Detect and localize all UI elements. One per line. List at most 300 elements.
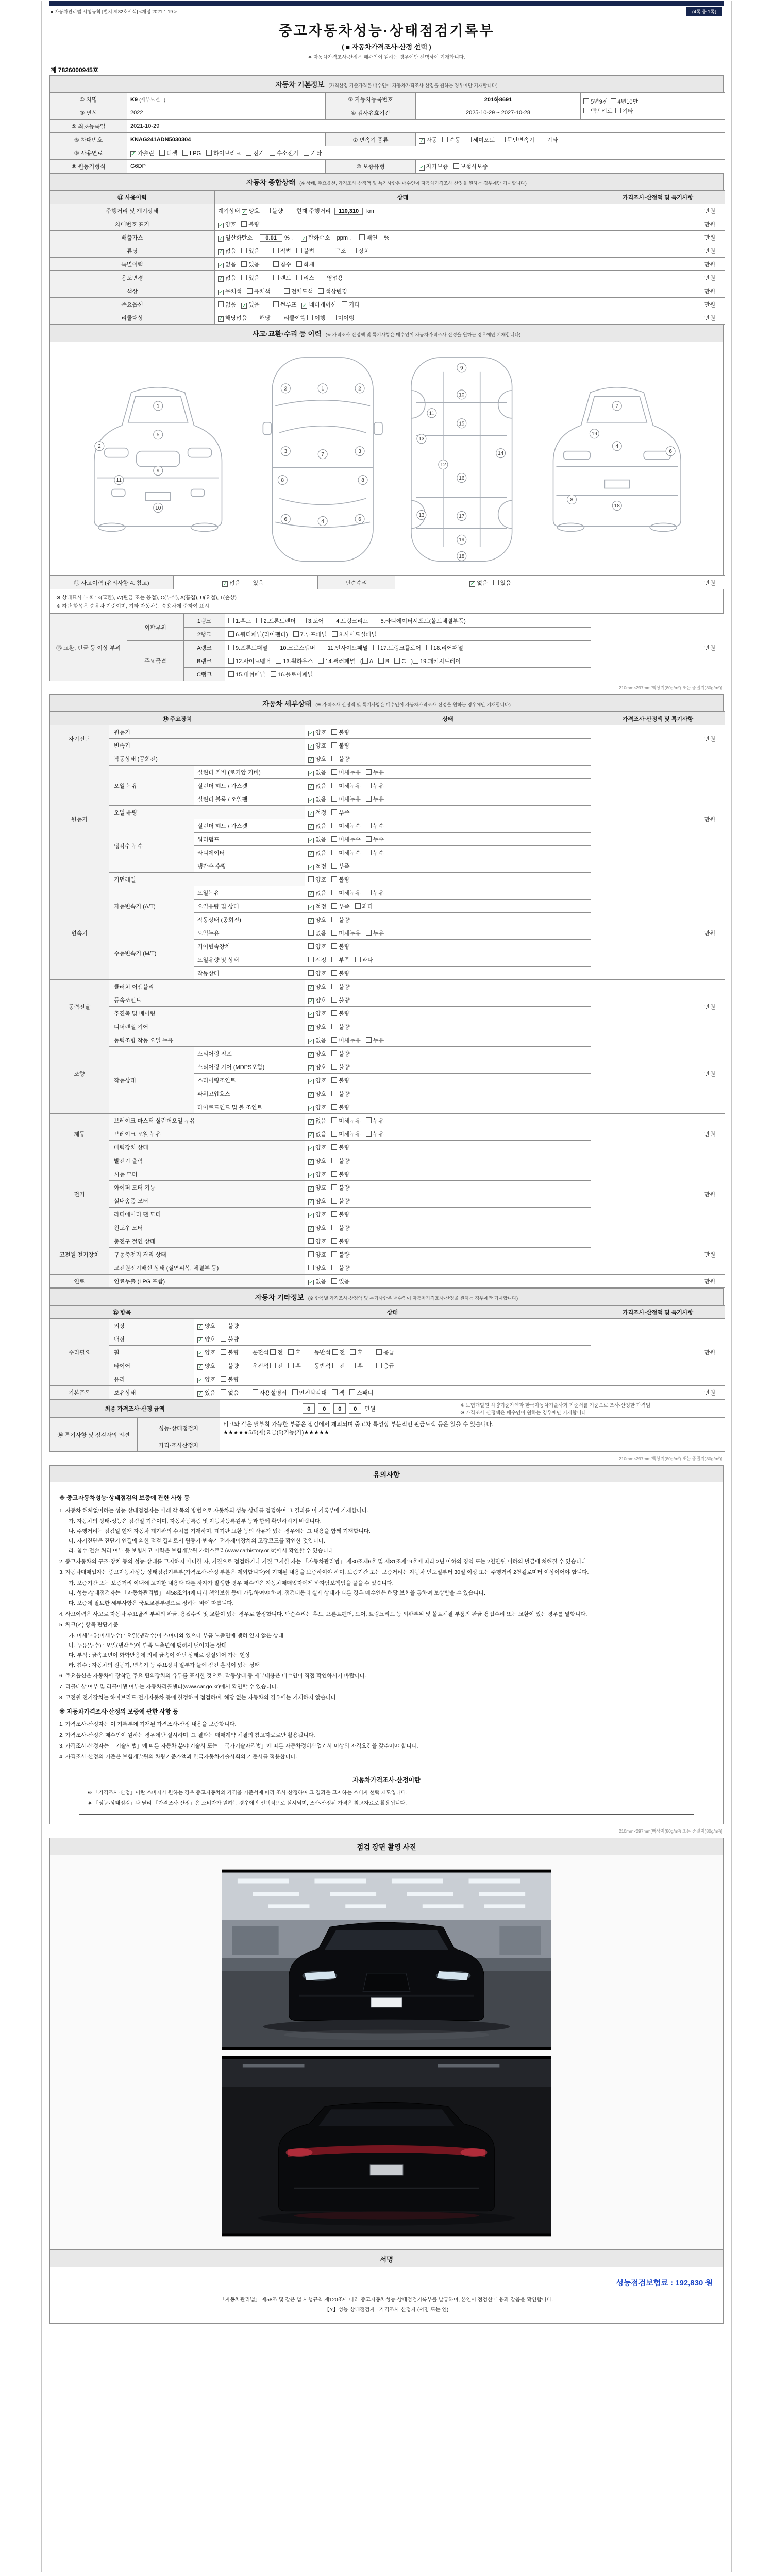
checkbox-box: ✓: [309, 824, 313, 830]
checkbox-침수[interactable]: [273, 260, 291, 268]
checkbox-9.프론트패널[interactable]: [228, 643, 267, 652]
checkbox-label: 불량: [339, 1238, 350, 1245]
checkbox-불량[interactable]: [331, 996, 349, 1004]
checkbox-불량[interactable]: [221, 1348, 239, 1357]
checkbox-해당없음[interactable]: [218, 314, 247, 322]
text: 작동상태 (공회전): [114, 756, 158, 762]
text: 만원: [704, 208, 715, 214]
checkbox-label: 후: [295, 1349, 301, 1356]
checkbox-양호[interactable]: [308, 1250, 326, 1259]
inspection-photo-rear: [222, 2056, 551, 2237]
checkbox-이행[interactable]: [307, 314, 325, 322]
checkbox-2.프론트펜더[interactable]: [256, 617, 295, 625]
cell: [305, 819, 591, 833]
checkbox-box: [328, 248, 333, 253]
checkbox-누유[interactable]: [366, 1036, 384, 1044]
checkbox-없음[interactable]: [308, 1036, 326, 1044]
checkbox-11.인사이드패널[interactable]: [321, 643, 368, 652]
checkbox-있음[interactable]: [331, 1277, 349, 1285]
cell: [109, 1332, 194, 1346]
checkbox-없음[interactable]: [308, 768, 326, 776]
checkbox-일산화탄소[interactable]: [218, 233, 253, 242]
text: 시동 모터: [114, 1171, 138, 1178]
checkbox-4년10만[interactable]: [611, 97, 638, 106]
checkbox-불량[interactable]: [331, 1076, 349, 1084]
checkbox-있음[interactable]: [241, 300, 259, 309]
paper-spec: 210mm×297mm[백상지(80g/m²) 또는 중질지(80g/m²)]: [618, 685, 722, 691]
checkbox-없음[interactable]: [308, 795, 326, 803]
cell: [305, 1033, 591, 1047]
svg-text:13: 13: [418, 436, 425, 443]
checkbox-없음[interactable]: [308, 1277, 326, 1285]
checkbox-누유[interactable]: [366, 929, 384, 937]
checkbox-label: 없음: [315, 823, 327, 829]
cell: [220, 1418, 725, 1438]
checkbox-렌트[interactable]: [273, 274, 291, 282]
svg-text:6: 6: [284, 516, 288, 522]
checkbox-box: ✓: [219, 262, 223, 268]
cell: [50, 1306, 194, 1319]
section-remarks: [49, 1418, 724, 1452]
cell: [225, 668, 591, 681]
checkbox-불량[interactable]: [221, 1375, 239, 1383]
checkbox-양호[interactable]: [308, 1170, 326, 1178]
checkbox-과다[interactable]: [355, 956, 373, 964]
cell: [326, 133, 416, 146]
checkbox-적정[interactable]: [308, 902, 326, 910]
checkbox-C[interactable]: [394, 658, 406, 665]
checkbox-양호[interactable]: [308, 969, 326, 977]
checkbox-스패너[interactable]: [349, 1388, 373, 1397]
checkbox-불량[interactable]: [221, 1362, 239, 1370]
checkbox-box: [296, 248, 302, 253]
text: ppm ,: [335, 234, 351, 241]
panel-number-4: [612, 442, 621, 451]
checkbox-불량[interactable]: [331, 875, 349, 884]
checkbox-label: 부족: [339, 903, 350, 910]
cell: [194, 779, 305, 792]
checkbox-누유[interactable]: [366, 889, 384, 897]
checkbox-8.사이드실패널[interactable]: [332, 630, 377, 638]
cell: [591, 298, 725, 311]
checkbox-19.패키지트레이[interactable]: [413, 657, 461, 665]
checkbox-불량[interactable]: [331, 942, 349, 951]
checkbox-4.트렁크리드[interactable]: [329, 617, 368, 625]
signature-footer-line1: 「자동차관리법」 제58조 및 같은 법 시행규칙 제120조에 따라 중고자동차성능·상태점검기록부를 발급하며, 본인이 점검한 내용과 같음을 확인합니다.: [220, 2297, 553, 2303]
text: ⑫ 사고이력 (유의사항 4. 참고): [74, 580, 149, 586]
checkbox-없음[interactable]: [218, 260, 236, 268]
checkbox-box: [329, 618, 334, 623]
checkbox-양호[interactable]: [308, 1210, 326, 1218]
checkbox-없음[interactable]: [308, 822, 326, 830]
checkbox-1.후드[interactable]: [228, 617, 251, 625]
checkbox-부족[interactable]: [331, 902, 349, 910]
checkbox-불량[interactable]: [331, 1157, 349, 1165]
cell: [416, 160, 725, 173]
checkbox-불량[interactable]: [331, 1210, 349, 1218]
checkbox-없음[interactable]: [308, 849, 326, 857]
checkbox-불량[interactable]: [331, 1264, 349, 1272]
checkbox-전체도색[interactable]: [284, 287, 313, 295]
checkbox-불량[interactable]: [331, 1090, 349, 1098]
checkbox-불량[interactable]: [331, 1009, 349, 1018]
checkbox-기타[interactable]: [540, 135, 558, 144]
notice-item: 1. 자동차 해체없이하는 성능·상태점검자는 아래 각 목의 방법으로 자동차의 성능·상태를 점검하여 그 결과를 이 기록부에 기재합니다.: [59, 1507, 369, 1514]
checkbox-없음[interactable]: [218, 300, 236, 309]
section-accident-history: [49, 325, 724, 681]
checkbox-수소전기[interactable]: [270, 149, 299, 157]
panel-number-6: [666, 447, 675, 456]
checkbox-불량[interactable]: [331, 728, 349, 736]
checkbox-안전삼각대[interactable]: [292, 1388, 327, 1397]
checkbox-양호[interactable]: [308, 1090, 326, 1098]
section-title-text: 자동차 종합상태: [246, 179, 296, 187]
checkbox-적정[interactable]: [308, 808, 326, 817]
checkbox-있음[interactable]: [246, 579, 264, 587]
checkbox-18.리어패널[interactable]: [426, 643, 463, 652]
checkbox-누유[interactable]: [366, 795, 384, 803]
checkbox-불량[interactable]: [331, 1143, 349, 1151]
checkbox-양호[interactable]: [197, 1348, 215, 1357]
checkbox-무단변속기[interactable]: [500, 135, 534, 144]
checkbox-10.크로스멤버[interactable]: [273, 643, 315, 652]
text: 커먼레일: [114, 876, 136, 883]
checkbox-없음[interactable]: [308, 929, 326, 937]
checkbox-양호[interactable]: [308, 1143, 326, 1151]
checkbox-5.라디에이터서포트(볼트체결부품)[interactable]: [374, 617, 466, 625]
checkbox-있음[interactable]: [493, 579, 511, 587]
checkbox-있음[interactable]: [241, 274, 259, 282]
checkbox-누수[interactable]: [366, 835, 384, 843]
checkbox-부족[interactable]: [331, 808, 349, 817]
page-badge: (4쪽 중 1쪽): [686, 7, 722, 16]
checkbox-label: 기타: [348, 301, 360, 308]
checkbox-16.플로어패널[interactable]: [271, 670, 313, 679]
checkbox-없음[interactable]: [222, 579, 240, 587]
checkbox-미세누유[interactable]: [331, 768, 361, 776]
checkbox-label: 해당: [259, 315, 271, 321]
text: 타이로드엔드 및 볼 조인트: [197, 1104, 263, 1111]
checkbox-label: 전: [339, 1363, 345, 1369]
checkbox-box: ✓: [309, 1199, 313, 1205]
checkbox-13.휠하우스[interactable]: [276, 657, 313, 665]
checkbox-세미오토[interactable]: [466, 135, 495, 144]
checkbox-box: ✓: [309, 770, 313, 776]
checkbox-백만키로[interactable]: [583, 107, 613, 115]
checkbox-불량[interactable]: [221, 1321, 239, 1330]
checkbox-응급[interactable]: [376, 1362, 394, 1370]
checkbox-과다[interactable]: [355, 902, 373, 910]
signature-footer-line2: 【Y】성능·상태점검자 · 가격조사·산정자 (서명 또는 인): [324, 2307, 449, 2313]
checkbox-label: 양호: [315, 997, 327, 1004]
checkbox-12.사이드멤버[interactable]: [228, 657, 271, 665]
checkbox-양호[interactable]: [308, 875, 326, 884]
checkbox-LPG[interactable]: [182, 150, 201, 157]
text: 휠: [114, 1349, 120, 1356]
checkbox-양호[interactable]: [308, 1197, 326, 1205]
checkbox-하이브리드[interactable]: [206, 149, 241, 157]
checkbox-label: 없음: [477, 580, 488, 586]
checkbox-누유[interactable]: [366, 1130, 384, 1138]
checkbox-양호[interactable]: [308, 755, 326, 763]
section-title-band: [49, 75, 724, 92]
checkbox-6.쿼터패널(리어펜더)[interactable]: [228, 630, 288, 638]
checkbox-적법[interactable]: [273, 247, 291, 255]
checkbox-양호[interactable]: [197, 1335, 215, 1343]
checkbox-box: [228, 671, 234, 677]
checkbox-양호[interactable]: [308, 1264, 326, 1272]
checkbox-label: 불량: [339, 1024, 350, 1030]
checkbox-양호[interactable]: [308, 1103, 326, 1111]
checkbox-label: 양호: [315, 1064, 327, 1071]
checkbox-유채색[interactable]: [247, 287, 271, 295]
checkbox-양호[interactable]: [308, 942, 326, 951]
checkbox-없음[interactable]: [308, 1130, 326, 1138]
checkbox-누유[interactable]: [366, 768, 384, 776]
checkbox-기타[interactable]: [304, 149, 322, 157]
checkbox-불량[interactable]: [331, 1197, 349, 1205]
checkbox-불량[interactable]: [331, 982, 349, 991]
checkbox-15.대쉬패널[interactable]: [228, 670, 265, 679]
checkbox-box: [221, 1323, 226, 1328]
checkbox-적정[interactable]: [308, 956, 326, 964]
cell: [305, 1248, 591, 1261]
checkbox-영업용[interactable]: [320, 274, 343, 282]
checkbox-미세누유[interactable]: [331, 782, 361, 790]
cell: [109, 1033, 305, 1047]
cell: [109, 752, 305, 766]
checkbox-box: [331, 970, 337, 976]
checkbox-전[interactable]: [332, 1348, 345, 1357]
checkbox-후[interactable]: [288, 1348, 301, 1357]
checkbox-양호[interactable]: [197, 1375, 215, 1383]
svg-text:12: 12: [440, 462, 446, 468]
cell: [194, 1359, 591, 1372]
cell: [591, 1033, 725, 1114]
checkbox-없음[interactable]: [218, 274, 236, 282]
checkbox-label: 없음: [315, 1117, 327, 1124]
checkbox-해당[interactable]: [253, 314, 271, 322]
checkbox-기타[interactable]: [342, 300, 360, 309]
checkbox-양호[interactable]: [308, 1237, 326, 1245]
checkbox-누수[interactable]: [366, 849, 384, 857]
checkbox-box: [331, 796, 337, 802]
cell: [109, 1114, 305, 1127]
checkbox-양호[interactable]: [218, 220, 236, 228]
checkbox-미세누유[interactable]: [331, 889, 361, 897]
cell: [305, 1194, 591, 1208]
checkbox-3.도어[interactable]: [301, 617, 324, 625]
checkbox-자가보증[interactable]: [419, 162, 448, 171]
checkbox-썬루프[interactable]: [273, 300, 297, 309]
checkbox-양호[interactable]: [308, 1157, 326, 1165]
checkbox-불량[interactable]: [331, 1063, 349, 1071]
cell: [215, 204, 591, 217]
checkbox-label: 불량: [339, 1064, 350, 1071]
checkbox-미이행[interactable]: [331, 314, 355, 322]
checkbox-기타[interactable]: [615, 107, 633, 115]
checkbox-label: 없음: [315, 769, 327, 776]
checkbox-미세누유[interactable]: [331, 929, 361, 937]
checkbox-불량[interactable]: [241, 220, 259, 228]
checkbox-label: 기타: [311, 150, 322, 157]
table-row: [50, 271, 725, 284]
checkbox-가솔린[interactable]: [130, 149, 154, 157]
checkbox-없음[interactable]: [308, 1116, 326, 1125]
cell: [591, 217, 725, 231]
checkbox-응급[interactable]: [376, 1348, 394, 1357]
checkbox-잭[interactable]: [332, 1388, 345, 1397]
checkbox-무채색[interactable]: [218, 287, 242, 295]
checkbox-없음[interactable]: [308, 835, 326, 843]
table-row: [50, 244, 725, 258]
checkbox-label: 미세누유: [339, 1131, 361, 1138]
checkbox-양호[interactable]: [308, 982, 326, 991]
checkbox-label: 양호: [205, 1376, 216, 1383]
checkbox-적정[interactable]: [308, 862, 326, 870]
svg-text:4: 4: [321, 518, 324, 524]
checkbox-불량[interactable]: [331, 1183, 349, 1192]
checkbox-불량[interactable]: [331, 1049, 349, 1058]
text: 운전석: [252, 1349, 271, 1356]
checkbox-있음[interactable]: [197, 1388, 215, 1397]
checkbox-누수[interactable]: [366, 822, 384, 830]
checkbox-미세누수[interactable]: [331, 849, 361, 857]
checkbox-불량[interactable]: [331, 1103, 349, 1111]
checkbox-미세누수[interactable]: [331, 835, 361, 843]
text: 라디에이터: [197, 850, 225, 856]
checkbox-불량[interactable]: [331, 741, 349, 750]
section-title-band: [49, 173, 724, 190]
checkbox-없음[interactable]: [469, 579, 488, 587]
checkbox-후[interactable]: [350, 1348, 363, 1357]
checkbox-있음[interactable]: [241, 247, 259, 255]
checkbox-부족[interactable]: [331, 956, 349, 964]
checkbox-label: 부족: [339, 957, 350, 963]
checkbox-없음[interactable]: [218, 247, 236, 255]
cell: [50, 1234, 109, 1275]
checkbox-양호[interactable]: [308, 996, 326, 1004]
checkbox-5년9천[interactable]: [583, 97, 608, 106]
checkbox-box: ✓: [309, 1052, 313, 1058]
checkbox-탄화수소[interactable]: [301, 233, 330, 242]
checkbox-양호[interactable]: [308, 1063, 326, 1071]
checkbox-미세누수[interactable]: [331, 822, 361, 830]
checkbox-양호[interactable]: [197, 1362, 215, 1370]
checkbox-양호[interactable]: [308, 1076, 326, 1084]
checkbox-없음[interactable]: [221, 1388, 239, 1397]
checkbox-불량[interactable]: [331, 1023, 349, 1031]
checkbox-사용설명서[interactable]: [253, 1388, 287, 1397]
checkbox-7.루프패널[interactable]: [293, 630, 327, 638]
document-sheet: [41, 1, 732, 2572]
checkbox-미세누유[interactable]: [331, 1116, 361, 1125]
checkbox-box: ✓: [419, 164, 424, 171]
checkbox-불량[interactable]: [331, 1237, 349, 1245]
checkbox-label: 전: [277, 1349, 283, 1356]
checkbox-후[interactable]: [350, 1362, 363, 1370]
checkbox-양호[interactable]: [308, 728, 326, 736]
checkbox-box: [159, 150, 165, 156]
checkbox-수동[interactable]: [442, 135, 460, 144]
checkbox-후[interactable]: [288, 1362, 301, 1370]
checkbox-자동[interactable]: [419, 135, 437, 144]
table-row: [50, 1154, 725, 1167]
checkbox-누유[interactable]: [366, 1116, 384, 1125]
checkbox-전[interactable]: [270, 1348, 283, 1357]
final-price-table: [49, 1399, 725, 1418]
cell: [194, 1372, 591, 1386]
checkbox-없음[interactable]: [308, 782, 326, 790]
checkbox-부족[interactable]: [331, 862, 349, 870]
checkbox-장치[interactable]: [351, 247, 369, 255]
checkbox-불량[interactable]: [331, 1224, 349, 1232]
checkbox-네비게이션[interactable]: [301, 300, 336, 309]
checkbox-미세누유[interactable]: [331, 1130, 361, 1138]
checkbox-화재[interactable]: [296, 260, 314, 268]
checkbox-양호[interactable]: [308, 1023, 326, 1031]
checkbox-있음[interactable]: [241, 260, 259, 268]
cell: [591, 1234, 725, 1275]
checkbox-불량[interactable]: [331, 916, 349, 924]
checkbox-label: 17.트렁크플로어: [380, 645, 422, 651]
checkbox-불량[interactable]: [331, 755, 349, 763]
checkbox-매연[interactable]: [359, 233, 377, 242]
photos-section-title-text: 점검 장면 촬영 사진: [357, 1843, 416, 1851]
checkbox-양호[interactable]: [197, 1321, 215, 1330]
checkbox-label: 적정: [315, 903, 327, 910]
checkbox-구조[interactable]: [328, 247, 346, 255]
checkbox-보험사보증[interactable]: [453, 162, 488, 171]
checkbox-양호[interactable]: [308, 1009, 326, 1018]
checkbox-양호[interactable]: [308, 1183, 326, 1192]
checkbox-불량[interactable]: [331, 1170, 349, 1178]
checkbox-불량[interactable]: [331, 1250, 349, 1259]
section-title-note: (※ 항목별 가격조사·산정액 및 특기사항은 매수인이 자동차가격조사·산정을 원하는 경우에만 기재합니다): [308, 1296, 518, 1301]
checkbox-미세누유[interactable]: [331, 795, 361, 803]
checkbox-전[interactable]: [270, 1362, 283, 1370]
checkbox-A[interactable]: [362, 658, 373, 665]
checkbox-불량[interactable]: [221, 1335, 239, 1343]
checkbox-양호[interactable]: [308, 741, 326, 750]
text: ⑭ 주요장치: [162, 716, 192, 722]
checkbox-14.필러패널[interactable]: [318, 657, 355, 665]
checkbox-box: [221, 1376, 226, 1382]
checkbox-디젤[interactable]: [159, 149, 177, 157]
checkbox-없음[interactable]: [308, 889, 326, 897]
checkbox-전[interactable]: [332, 1362, 345, 1370]
checkbox-리스[interactable]: [296, 274, 314, 282]
panel-number-18: [457, 551, 466, 561]
checkbox-양호[interactable]: [242, 207, 260, 215]
checkbox-box: [366, 836, 372, 842]
checkbox-box: [331, 930, 337, 936]
checkbox-불량[interactable]: [265, 207, 283, 215]
checkbox-누유[interactable]: [366, 782, 384, 790]
checkbox-17.트렁크플로어[interactable]: [373, 643, 421, 652]
checkbox-미세누유[interactable]: [331, 1036, 361, 1044]
checkbox-전기[interactable]: [246, 149, 264, 157]
checkbox-색상변경[interactable]: [318, 287, 347, 295]
cell: [305, 859, 591, 873]
checkbox-양호[interactable]: [308, 916, 326, 924]
checkbox-양호[interactable]: [308, 1224, 326, 1232]
checkbox-label: 있음: [339, 1278, 350, 1285]
checkbox-양호[interactable]: [308, 1049, 326, 1058]
checkbox-불량[interactable]: [331, 969, 349, 977]
checkbox-B[interactable]: [378, 658, 389, 665]
checkbox-불법[interactable]: [296, 247, 314, 255]
